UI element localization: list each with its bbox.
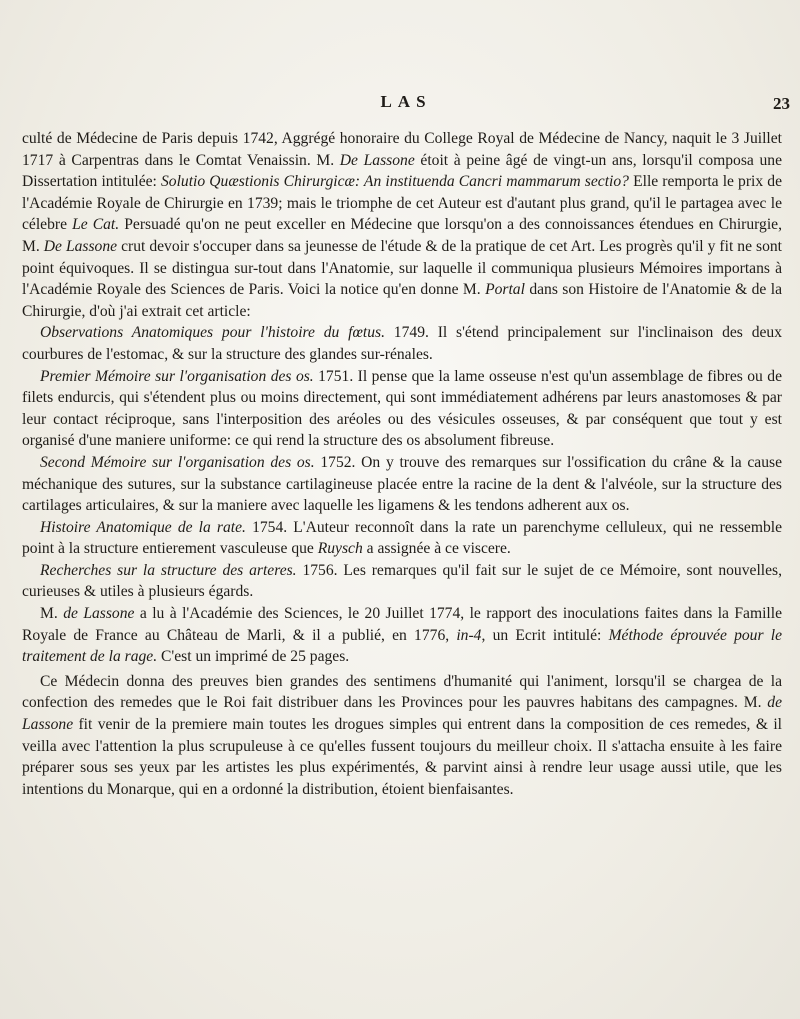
page-header bbox=[22, 92, 790, 118]
paragraph bbox=[22, 366, 782, 452]
text-run: a assignée à ce viscere. bbox=[362, 540, 511, 558]
paragraph bbox=[22, 603, 782, 668]
italic-run: Méthode éprouvée pour le traitement de la rage. bbox=[22, 626, 782, 666]
paragraph bbox=[22, 322, 782, 365]
italic-run: Observations Anatomiques pour l'histoire du fœtus. bbox=[40, 324, 385, 342]
italic-run: Portal bbox=[485, 281, 525, 299]
text-run: dans son Histoire de l'Anatomie & de la Chirurgie, d'où j'ai extrait cet article: bbox=[22, 281, 782, 320]
italic-run: Premier Mémoire sur l'organisation des os. bbox=[40, 367, 314, 385]
text-run: M. bbox=[40, 605, 64, 623]
text-run: fit venir de la premiere main toutes les drogues simples qui entrent dans la composition de ces remedes, & il veilla avec l'attention la plus scrupuleuse à ce qu'elles fussent toujours du meilleur choix. Il s'attacha ensuite à les faire préparer sous ses yeux par les artistes les plus expérimentés, & parvint ainsi à rendre leur usage aussi utile, que les intentions du Monarque, qui en a ordonné la distribution, étoient bienfaisantes. bbox=[22, 716, 782, 798]
text-run: Elle remporta le prix de l'Académie Royale de Chirurgie en 1739; mais le triomphe de cet Auteur est d'autant plus grand, qu'il le partagea avec le célebre bbox=[22, 173, 782, 234]
text-run: crut devoir s'occuper dans sa jeunesse de l'étude & de la pratique de cet Art. Les progrès qu'il y fit ne sont point équivoques. Il se distingua sur-tout dans l'Anatomie, sur laquelle il communiqua plusieurs Mémoires importans à l'Académie Royale des Sciences de Paris. Voici la notice qu'en donne M. bbox=[22, 237, 782, 299]
text-run: 1749. Il s'étend principalement sur l'inclinaison des deux courbures de l'estomac, & sur la structure des glandes sur-rénales. bbox=[22, 324, 783, 363]
text-run: Ce Médecin donna des preuves bien grandes des sentimens d'humanité qui l'animent, lorsqu'il se chargea de la confection des remedes que le Roi fait distribuer dans les Provinces pour les pauvres habitans des campagnes. M. bbox=[22, 672, 782, 712]
italic-run: in-4 bbox=[456, 626, 482, 644]
italic-run: de Lassone bbox=[22, 694, 782, 734]
paragraph bbox=[22, 671, 782, 801]
paragraph bbox=[22, 560, 782, 603]
italic-run: Le Cat. bbox=[72, 216, 120, 234]
text-run: 1756. Les remarques qu'il fait sur le sujet de ce Mémoire, sont nouvelles, curieuses & utiles à plusieurs égards. bbox=[22, 561, 783, 601]
italic-run: Histoire Anatomique de la rate. bbox=[40, 518, 246, 536]
italic-run: Ruysch bbox=[317, 540, 363, 558]
text-run: 1752. On y trouve des remarques sur l'ossification du crâne & la cause méchanique des sutures, sur la substance cartilagineuse placée entre la racine de la dent & l'alvéole, sur la structure des cartilages articulaires, & sur la maniere avec laquelle les ligamens & les tendons adherent aux os. bbox=[22, 453, 782, 515]
paragraph bbox=[22, 128, 782, 322]
italic-run: De Lassone bbox=[43, 237, 118, 255]
running-head: LAS bbox=[380, 92, 432, 111]
text-run: 1754. L'Auteur reconnoît dans la rate un parenchyme celluleux, qui ne ressemble point à la structure entierement vasculeuse que bbox=[22, 518, 782, 558]
italic-run: Solutio Quæstionis Chirurgicæ: An instituenda Cancri mammarum sectio? bbox=[161, 173, 629, 191]
paragraph bbox=[22, 517, 782, 560]
body-text bbox=[22, 128, 782, 800]
page-number: 23 bbox=[773, 94, 790, 113]
text-run: a lu à l'Académie des Sciences, le 20 Juillet 1774, le rapport des inoculations faites dans la Famille Royale de France au Château de Marli, & il a publié, en 1776, bbox=[22, 605, 783, 644]
text-run: Persuadé qu'on ne peut exceller en Médecine que lorsqu'on a des connoissances étendues en Chirurgie, M. bbox=[22, 216, 783, 255]
italic-run: Recherches sur la structure des arteres. bbox=[40, 561, 297, 579]
text-run: culté de Médecine de Paris depuis 1742, Aggrégé honoraire du College Royal de Médecine de Nancy, naquit le 3 Juillet 1717 à Carpentras dans le Comtat Venaissin. M. bbox=[22, 130, 782, 169]
text-run: 1751. Il pense que la lame osseuse n'est qu'un assemblage de fibres ou de filets endurcis, qui s'étendent plus ou moins directement, qui sont immédiatement adhérens par leurs anastomoses & par leur contact réciproque, sans l'interposition des aréoles ou des vésicules osseuses, & par conséquent que tout y est organisé d'une maniere uniforme: ce qui rend la structure des os absolument fibreuse. bbox=[22, 367, 782, 450]
text-run: étoit à peine âgé de vingt-un ans, lorsqu'il composa une Dissertation intitulée: bbox=[22, 151, 783, 191]
paragraph bbox=[22, 452, 782, 517]
italic-run: de Lassone bbox=[63, 605, 135, 623]
italic-run: De Lassone bbox=[339, 151, 415, 169]
text-run: , un Ecrit intitulé: bbox=[481, 626, 609, 644]
text-run: C'est un imprimé de 25 pages. bbox=[157, 648, 350, 666]
italic-run: Second Mémoire sur l'organisation des os. bbox=[40, 453, 315, 471]
